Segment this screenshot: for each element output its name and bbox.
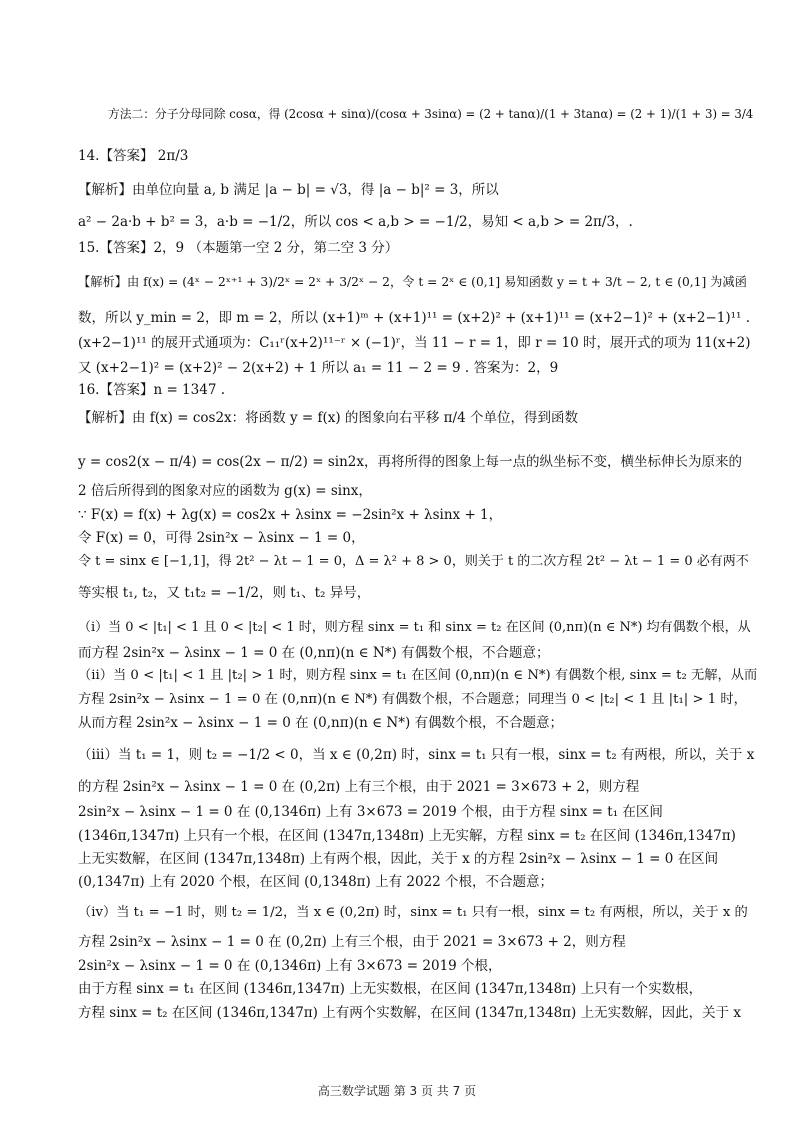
text-line-case-ii-c: 从而方程 2sin²x − λsinx − 1 = 0 在 (0,nπ)(n ∈ N*) 有偶数个根，不合题意； xyxy=(78,715,564,731)
text-line-analysis-15-c: (x+2−1)¹¹ 的展开式通项为：C₁₁ʳ(x+2)¹¹⁻ʳ × (−1)ʳ，当 11 − r = 1，即 r = 10 时，展开式的项为 11(x+2) xyxy=(78,335,751,351)
text-line-analysis-14-a: 【解析】由单位向量 a, b 满足 |a − b| = √3，得 |a − b|² = 3，所以 xyxy=(78,182,499,198)
page-footer: 高三数学试题 第 3 页 共 7 页 xyxy=(317,1084,477,1098)
text-line-analysis-14-b: a² − 2a·b + b² = 3，a·b = −1/2，所以 cos < a,b > = −1/2，易知 < a,b > = 2π/3，. xyxy=(78,214,633,230)
text-line-answer-15: 15.【答案】2，9 （本题第一空 2 分，第二空 3 分） xyxy=(78,240,399,256)
text-line-method2: 方法二：分子分母同除 cosα，得 (2cosα + sinα)/(cosα + 3sinα) = (2 + tanα)/(1 + 3tanα) = (2 + 1)/(1 + 3) = 3/4 xyxy=(108,107,754,121)
text-line-case-iii-b: 的方程 2sin²x − λsinx − 1 = 0 在 (0,2π) 上有三个根，由于 2021 = 3×673 + 2，则方程 xyxy=(78,779,640,795)
text-line-case-iv-c: 2sin²x − λsinx − 1 = 0 在 (0,1346π) 上有 3×673 = 2019 个根， xyxy=(78,958,502,974)
text-line-case-ii-b: 方程 2sin²x − λsinx − 1 = 0 在 (0,nπ)(n ∈ N*) 有偶数个根，不合题意；同理当 0 < |t₂| < 1 且 |t₁| > 1 时， xyxy=(78,692,747,707)
text-line-analysis-16-g: 等实根 t₁, t₂，又 t₁t₂ = −1/2，则 t₁、t₂ 异号， xyxy=(78,585,371,601)
text-line-case-iv-a: （iv）当 t₁ = −1 时，则 t₂ = 1/2，当 x ∈ (0,2π) 时，sinx = t₁ 只有一根，sinx = t₂ 有两根，所以，关于 x 的 xyxy=(78,905,748,920)
text-line-case-iii-d: (1346π,1347π) 上只有一个根，在区间 (1347π,1348π) 上无实解，方程 sinx = t₂ 在区间 (1346π,1347π) xyxy=(78,828,736,844)
text-line-analysis-15-a: 【解析】由 f(x) = (4ˣ − 2ˣ⁺¹ + 3)/2ˣ = 2ˣ + 3/2ˣ − 2，令 t = 2ˣ ∈ (0,1] 易知函数 y = t + 3/t − 2, t ∈ (0,1] 为减函 xyxy=(78,275,747,289)
text-line-case-iii-f: (0,1347π) 上有 2020 个根，在区间 (0,1348π) 上有 2022 个根，不合题意； xyxy=(78,874,554,890)
text-line-analysis-16-b: y = cos2(x − π/4) = cos(2x − π/2) = sin2x，再将所得的图象上每一点的纵坐标不变，横坐标伸长为原来的 xyxy=(78,454,742,470)
text-line-case-i-a: （i）当 0 < |t₁| < 1 且 0 < |t₂| < 1 时，则方程 sinx = t₁ 和 sinx = t₂ 在区间 (0,nπ)(n ∈ N*) 均有偶数个根，从 xyxy=(78,620,751,635)
text-line-case-i-b: 而方程 2sin²x − λsinx − 1 = 0 在 (0,nπ)(n ∈ N*) 有偶数个根，不合题意； xyxy=(78,645,550,661)
text-line-case-iv-b: 方程 2sin²x − λsinx − 1 = 0 在 (0,2π) 上有三个根，由于 2021 = 3×673 + 2，则方程 xyxy=(78,934,626,950)
text-line-case-ii-a: （ii）当 0 < |t₁| < 1 且 |t₂| > 1 时，则方程 sinx = t₁ 在区间 (0,nπ)(n ∈ N*) 有偶数个根, sinx = t₂ 无解，从而 xyxy=(78,668,758,683)
text-line-case-iv-e: 方程 sinx = t₂ 在区间 (1346π,1347π) 上有两个实数解，在区间 (1347π,1348π) 上无实数解，因此，关于 x xyxy=(78,1005,742,1021)
text-line-case-iii-a: （iii）当 t₁ = 1，则 t₂ = −1/2 < 0，当 x ∈ (0,2π) 时，sinx = t₁ 只有一根，sinx = t₂ 有两根，所以，关于 x xyxy=(78,747,755,763)
text-line-answer-16: 16.【答案】n = 1347 . xyxy=(78,382,225,398)
text-line-answer-14: 14.【答案】 2π/3 xyxy=(78,148,189,164)
text-line-analysis-16-f: 令 t = sinx ∈ [−1,1]，得 2t² − λt − 1 = 0，Δ = λ² + 8 > 0，则关于 t 的二次方程 2t² − λt − 1 = 0 必有两不 xyxy=(78,554,749,569)
text-line-case-iii-e: 上无实数解，在区间 (1347π,1348π) 上有两个根，因此，关于 x 的方程 2sin²x − λsinx − 1 = 0 在区间 xyxy=(78,851,719,867)
text-line-analysis-15-d: 又 (x+2−1)² = (x+2)² − 2(x+2) + 1 所以 a₁ = 11 − 2 = 9 . 答案为：2，9 xyxy=(78,360,559,376)
text-line-analysis-16-c: 2 倍后所得到的图象对应的函数为 g(x) = sinx， xyxy=(78,483,372,499)
text-line-analysis-15-b: 数，所以 y_min = 2，即 m = 2，所以 (x+1)ᵐ + (x+1)¹¹ = (x+2)² + (x+1)¹¹ = (x+2−1)² + (x+2−1)¹¹ . xyxy=(78,310,751,326)
text-line-analysis-16-a: 【解析】由 f(x) = cos2x：将函数 y = f(x) 的图象向右平移 π/4 个单位，得到函数 xyxy=(78,410,578,426)
text-line-case-iii-c: 2sin²x − λsinx − 1 = 0 在 (0,1346π) 上有 3×673 = 2019 个根，由于方程 sinx = t₁ 在区间 xyxy=(78,804,663,820)
text-line-analysis-16-e: 令 F(x) = 0，可得 2sin²x − λsinx − 1 = 0， xyxy=(78,530,365,546)
text-line-case-iv-d: 由于方程 sinx = t₁ 在区间 (1346π,1347π) 上无实数根，在区间 (1347π,1348π) 上只有一个实数根， xyxy=(78,981,703,997)
text-line-analysis-16-d: ∵ F(x) = f(x) + λg(x) = cos2x + λsinx = −2sin²x + λsinx + 1， xyxy=(78,507,503,523)
